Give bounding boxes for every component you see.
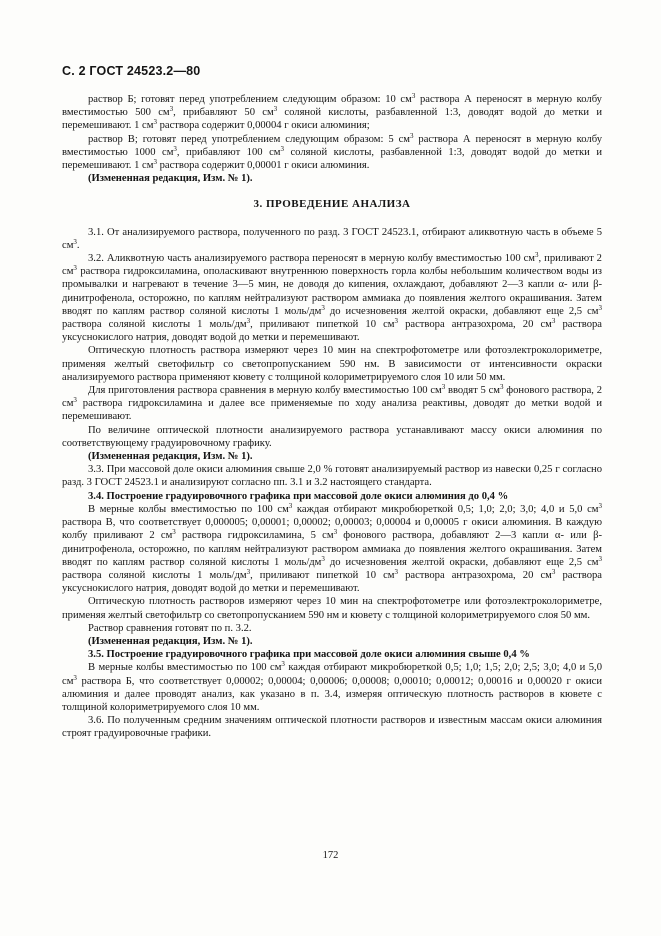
paragraph-3-2-reference: Для приготовления раствора сравнения в мерную колбу вместимостью 100 $см^3$ вводят 5 $см^3$ фонового раствора, 2 $см^3$ раствора гидроксиламина и далее все применяемые по ходу анализа реактивы, доводят до метки водой и перемешивают. [62,383,602,423]
subsection-heading-3-4: 3.4. Построение градуировочного графика при массовой доле окиси алюминия до 0,4 % [88,490,509,502]
section-heading: 3. ПРОВЕДЕНИЕ АНАЛИЗА [253,198,411,211]
subsection-heading-3-5: 3.5. Построение градуировочного графика при массовой доле окиси алюминия свыше 0,4 % [88,649,530,661]
paragraph-3-2-optical: Оптическую плотность раствора измеряют через 10 мин на спектрофотометре или фотоэлектроколориметре, применяя желтый светофильтр со светопропусканием 590 нм. В зависимости от интенсивности окраски анализируемого раствора применяют кювету с толщиной колориметрируемого слоя 10 или 50 мм. [62,345,602,383]
paragraph-3-2: 3.2. Аликвотную часть анализируемого раствора переносят в мерную колбу вместимостью 100 $см^3$, приливают 2 $см^3$ раствора гидроксиламина, ополаскивают внутреннюю поверхность горла колбы небольшим количеством воды из промывалки и нагревают в течение 3—5 мин, не доводя до кипения, охлаждают, добавляют 2—3 капли α- или β-динитрофенола, осторожно, по каплям нейтрализуют раствором аммиака до появления желтого окрашивания. Затем вводят по каплям раствор соляной кислоты 1 моль/$дм^3$ до исчезновения желтой окраски, добавляют еще 2,5 $см^3$ раствора соляной кислоты 1 моль/$дм^3$, приливают пипеткой 10 $см^3$ раствора антразохрома, 20 $см^3$ раствора уксуснокислого натрия, доводят водой до метки и перемешивают. [62,251,602,344]
paragraph-3-6: 3.6. По полученным средним значениям оптической плотности растворов и известным массам окиси алюминия строят градуировочные графики. [62,715,602,740]
paragraph-3-4-reference: Раствор сравнения готовят по п. 3.2. [88,622,252,634]
paragraph-3-4-optical: Оптическую плотность растворов измеряют через 10 мин на спектрофотометре или фотоэлектроколориметре, применяя желтый светофильтр со светопропусканием 590 нм и кювету с толщиной колориметрируемого слоя 50 мм. [62,596,602,621]
document-body [62,93,602,741]
paragraph-solution-b: раствор Б; готовят перед употреблением следующим образом: 10 $см^3$ раствора А переносят в мерную колбу вместимостью 500 $см^3$, прибавляют 50 $см^3$ соляной кислоты, разбавленной 1:3, доводят водой до метки и перемешивают. 1 $см^3$ раствора содержит 0,00004 г окиси алюминия; [62,92,602,132]
amendment-note: (Измененная редакция, Изм. № 1). [88,451,253,463]
amendment-note: (Измененная редакция, Изм. № 1). [88,173,253,185]
paragraph-3-2-result: По величине оптической плотности анализируемого раствора устанавливают массу окиси алюминия по соответствующему градуировочному графику. [62,424,602,449]
paragraph-3-4-procedure: В мерные колбы вместимостью по 100 $см^3$ каждая отбирают микробюреткой 0,5; 1,0; 2,0; 3,0; 4,0 и 5,0 $см^3$ раствора В, что соответствует 0,000005; 0,00001; 0,00002; 0,00003; 0,00004 и 0,00005 г окиси алюминия. В каждую колбу приливают 2 $см^3$ раствора гидроксиламина, 5 $см^3$ фонового раствора, добавляют 2—3 капли α- или β-динитрофенола, осторожно, по каплям нейтрализуют раствором аммиака до появления желтого окрашивания. Затем вводят по каплям раствор соляной кислоты 1 моль/$дм^3$ до исчезновения желтой окраски, добавляют еще 2,5 $см^3$ раствора соляной кислоты 1 моль/$дм^3$, приливают пипеткой 10 $см^3$ раствора антразохрома, 20 $см^3$ раствора уксуснокислого натрия, доводят водой до метки и перемешивают. [62,501,602,595]
amendment-note: (Измененная редакция, Изм. № 1). [88,635,253,647]
paragraph-3-5-procedure: В мерные колбы вместимостью по 100 $см^3$ каждая отбирают микробюреткой 0,5; 1,0; 1,5; 2,0; 2,5; 3,0; 4,0 и 5,0 $см^3$ раствора Б, что соответствует 0,00002; 0,00004; 0,00006; 0,00008; 0,00010; 0,00012; 0,00016 и 0,00020 г окиси алюминия и далее проводят анализ, как указано в п. 3.4, измеряя оптическую плотность растворов в кювете с толщиной колориметрируемого слоя 10 мм. [62,660,602,713]
page-header: С. 2 ГОСТ 24523.2—80 [62,64,201,78]
paragraph-3-1: 3.1. От анализируемого раствора, полученного по разд. 3 ГОСТ 24523.1, отбирают аликвотную часть в объеме 5 $см^3$. [62,226,602,251]
paragraph-solution-v: раствор В; готовят перед употреблением следующим образом: 5 $см^3$ раствора А переносят в мерную колбу вместимостью 1000 $см^3$, прибавляют 100 $см^3$ соляной кислоты, разбавленной 1:3, доводят водой до метки и перемешивают. 1 $см^3$ раствора содержит 0,00001 г окиси алюминия. [62,131,602,172]
page-number: 172 [322,850,339,861]
paragraph-3-3: 3.3. При массовой доле окиси алюминия свыше 2,0 % готовят анализируемый раствор из навески 0,25 г согласно разд. 3 ГОСТ 24523.1 и анализируют согласно пп. 3.1 и 3.2 настоящего стандарта. [62,464,602,489]
